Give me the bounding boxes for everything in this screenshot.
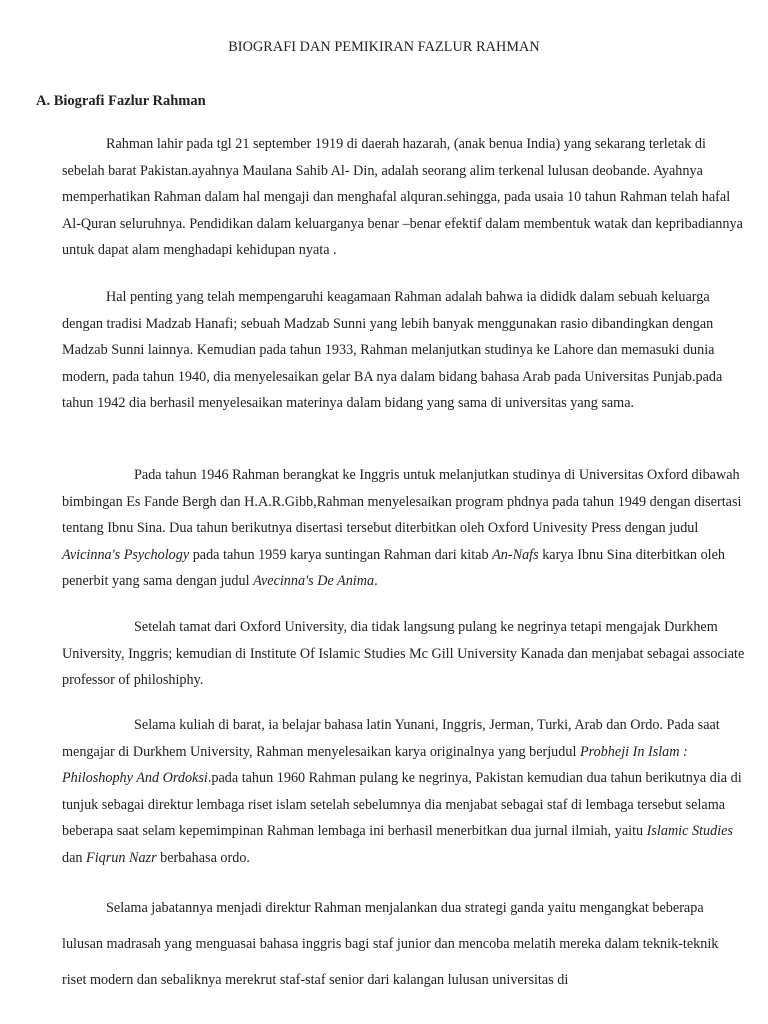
paragraph-6-text: Selama jabatannya menjadi direktur Rahman menjalankan dua strategi ganda yaitu mengangkat beberapa lulusan madrasah yang menguasai bahasa inggris bagi staf junior dan mencoba melatih mereka dalam teknik-teknik riset modern dan sebaliknya merekrut staf-staf senior dari kalangan lulusan universitas di	[62, 900, 719, 988]
paragraph-4-text: Setelah tamat dari Oxford University, dia tidak langsung pulang ke negrinya tetapi mengajak Durkhem University, Inggris; kemudian di Institute Of Islamic Studies Mc Gill University Kanada dan menjabat sebagai associate professor of philoshiphy.	[62, 619, 745, 689]
paragraph-5-text-a: Selama kuliah di barat, ia belajar bahasa latin Yunani, Inggris, Jerman, Turki, Arab dan Ordo. Pada saat mengajar di Durkhem University, Rahman menyelesaikan karya originalnya yang berjudul	[62, 717, 720, 760]
document-title: BIOGRAFI DAN PEMIKIRAN FAZLUR RAHMAN	[228, 39, 540, 55]
paragraph-3-text-d: .	[374, 573, 378, 590]
book-title-avicinna-psychology: Avicinna's Psychology	[62, 546, 190, 563]
paragraph-3	[62, 462, 746, 595]
section-heading: A. Biografi Fazlur Rahman	[36, 93, 206, 109]
paragraph-5-text-d: berbahasa ordo.	[156, 849, 250, 866]
book-title-de-anima: Avecinna's De Anima	[253, 573, 375, 590]
paragraph-4	[62, 614, 746, 694]
paragraph-3-text-c: karya Ibnu Sina diterbitkan oleh penerbit yang sama dengan judul	[62, 546, 725, 590]
paragraph-5-text-c: dan	[62, 849, 87, 866]
paragraph-5	[62, 712, 746, 872]
paragraph-3-text-b: pada tahun 1959 karya suntingan Rahman dari kitab	[189, 546, 493, 563]
paragraph-1	[62, 131, 746, 264]
paragraph-1-text: Rahman lahir pada tgl 21 september 1919 di daerah hazarah, (anak benua India) yang sekarang terletak di sebelah barat Pakistan.ayahnya Maulana Sahib Al- Din, adalah seorang alim terkenal lulusan deobande. Ayahnya memperhatikan Rahman dalam hal mengaji dan menghafal alquran.sehingga, pada usaia 10 tahun Rahman telah hafal Al-Quran seluruhnya. Pendidikan dalam keluarganya benar –benar efektif dalam membentuk watak dan kepribadiannya untuk dapat alam menghadapi kehidupan nyata .	[62, 136, 743, 259]
paragraph-3-text-a: Pada tahun 1946 Rahman berangkat ke Inggris untuk melanjutkan studinya di Universitas Oxford dibawah bimbingan Es Fande Bergh dan H.A.R.Gibb,Rahman menyelesaikan program phdnya pada tahun 1949 dengan disertasi tentang Ibnu Sina. Dua tahun berikutnya disertasi tersebut diterbitkan oleh Oxford Univesity Press dengan judul	[62, 467, 742, 537]
journal-title-fiqrun-nazr: Fiqrun Nazr	[86, 849, 157, 866]
paragraph-2-text: Hal penting yang telah mempengaruhi keagamaan Rahman adalah bahwa ia dididk dalam sebuah keluarga dengan tradisi Madzab Hanafi; sebuah Madzab Sunni yang lebih banyak menggunakan rasio dibandingkan dengan Madzab Sunni lainnya. Kemudian pada tahun 1933, Rahman melanjutkan studinya ke Lahore dan memasuki dunia modern, pada tahun 1940, dia menyelesaikan gelar BA nya dalam bidang bahasa Arab pada Universitas Punjab.pada tahun 1942 dia berhasil menyelesaikan materinya dalam bidang yang sama di universitas yang sama.	[62, 289, 723, 412]
paragraph-2	[62, 284, 746, 417]
book-title-probheji-in-islam: Probheji In Islam : Philoshophy And Ordoksi	[62, 743, 688, 787]
journal-title-islamic-studies: Islamic Studies	[646, 823, 733, 840]
paragraph-6	[62, 890, 746, 998]
paragraph-5-text-b: .pada tahun 1960 Rahman pulang ke negrinya, Pakistan kemudian dua tahun berikutnya dia di tunjuk sebagai direktur lembaga riset islam setelah sebelumnya dia menjabat sebagai staf di lembaga tersebut selama beberapa saat selam kepemimpinan Rahman lembaga ini berhasil menerbitkan dua jurnal ilmiah, yaitu	[62, 770, 742, 840]
book-title-an-nafs: An-Nafs	[492, 546, 539, 563]
